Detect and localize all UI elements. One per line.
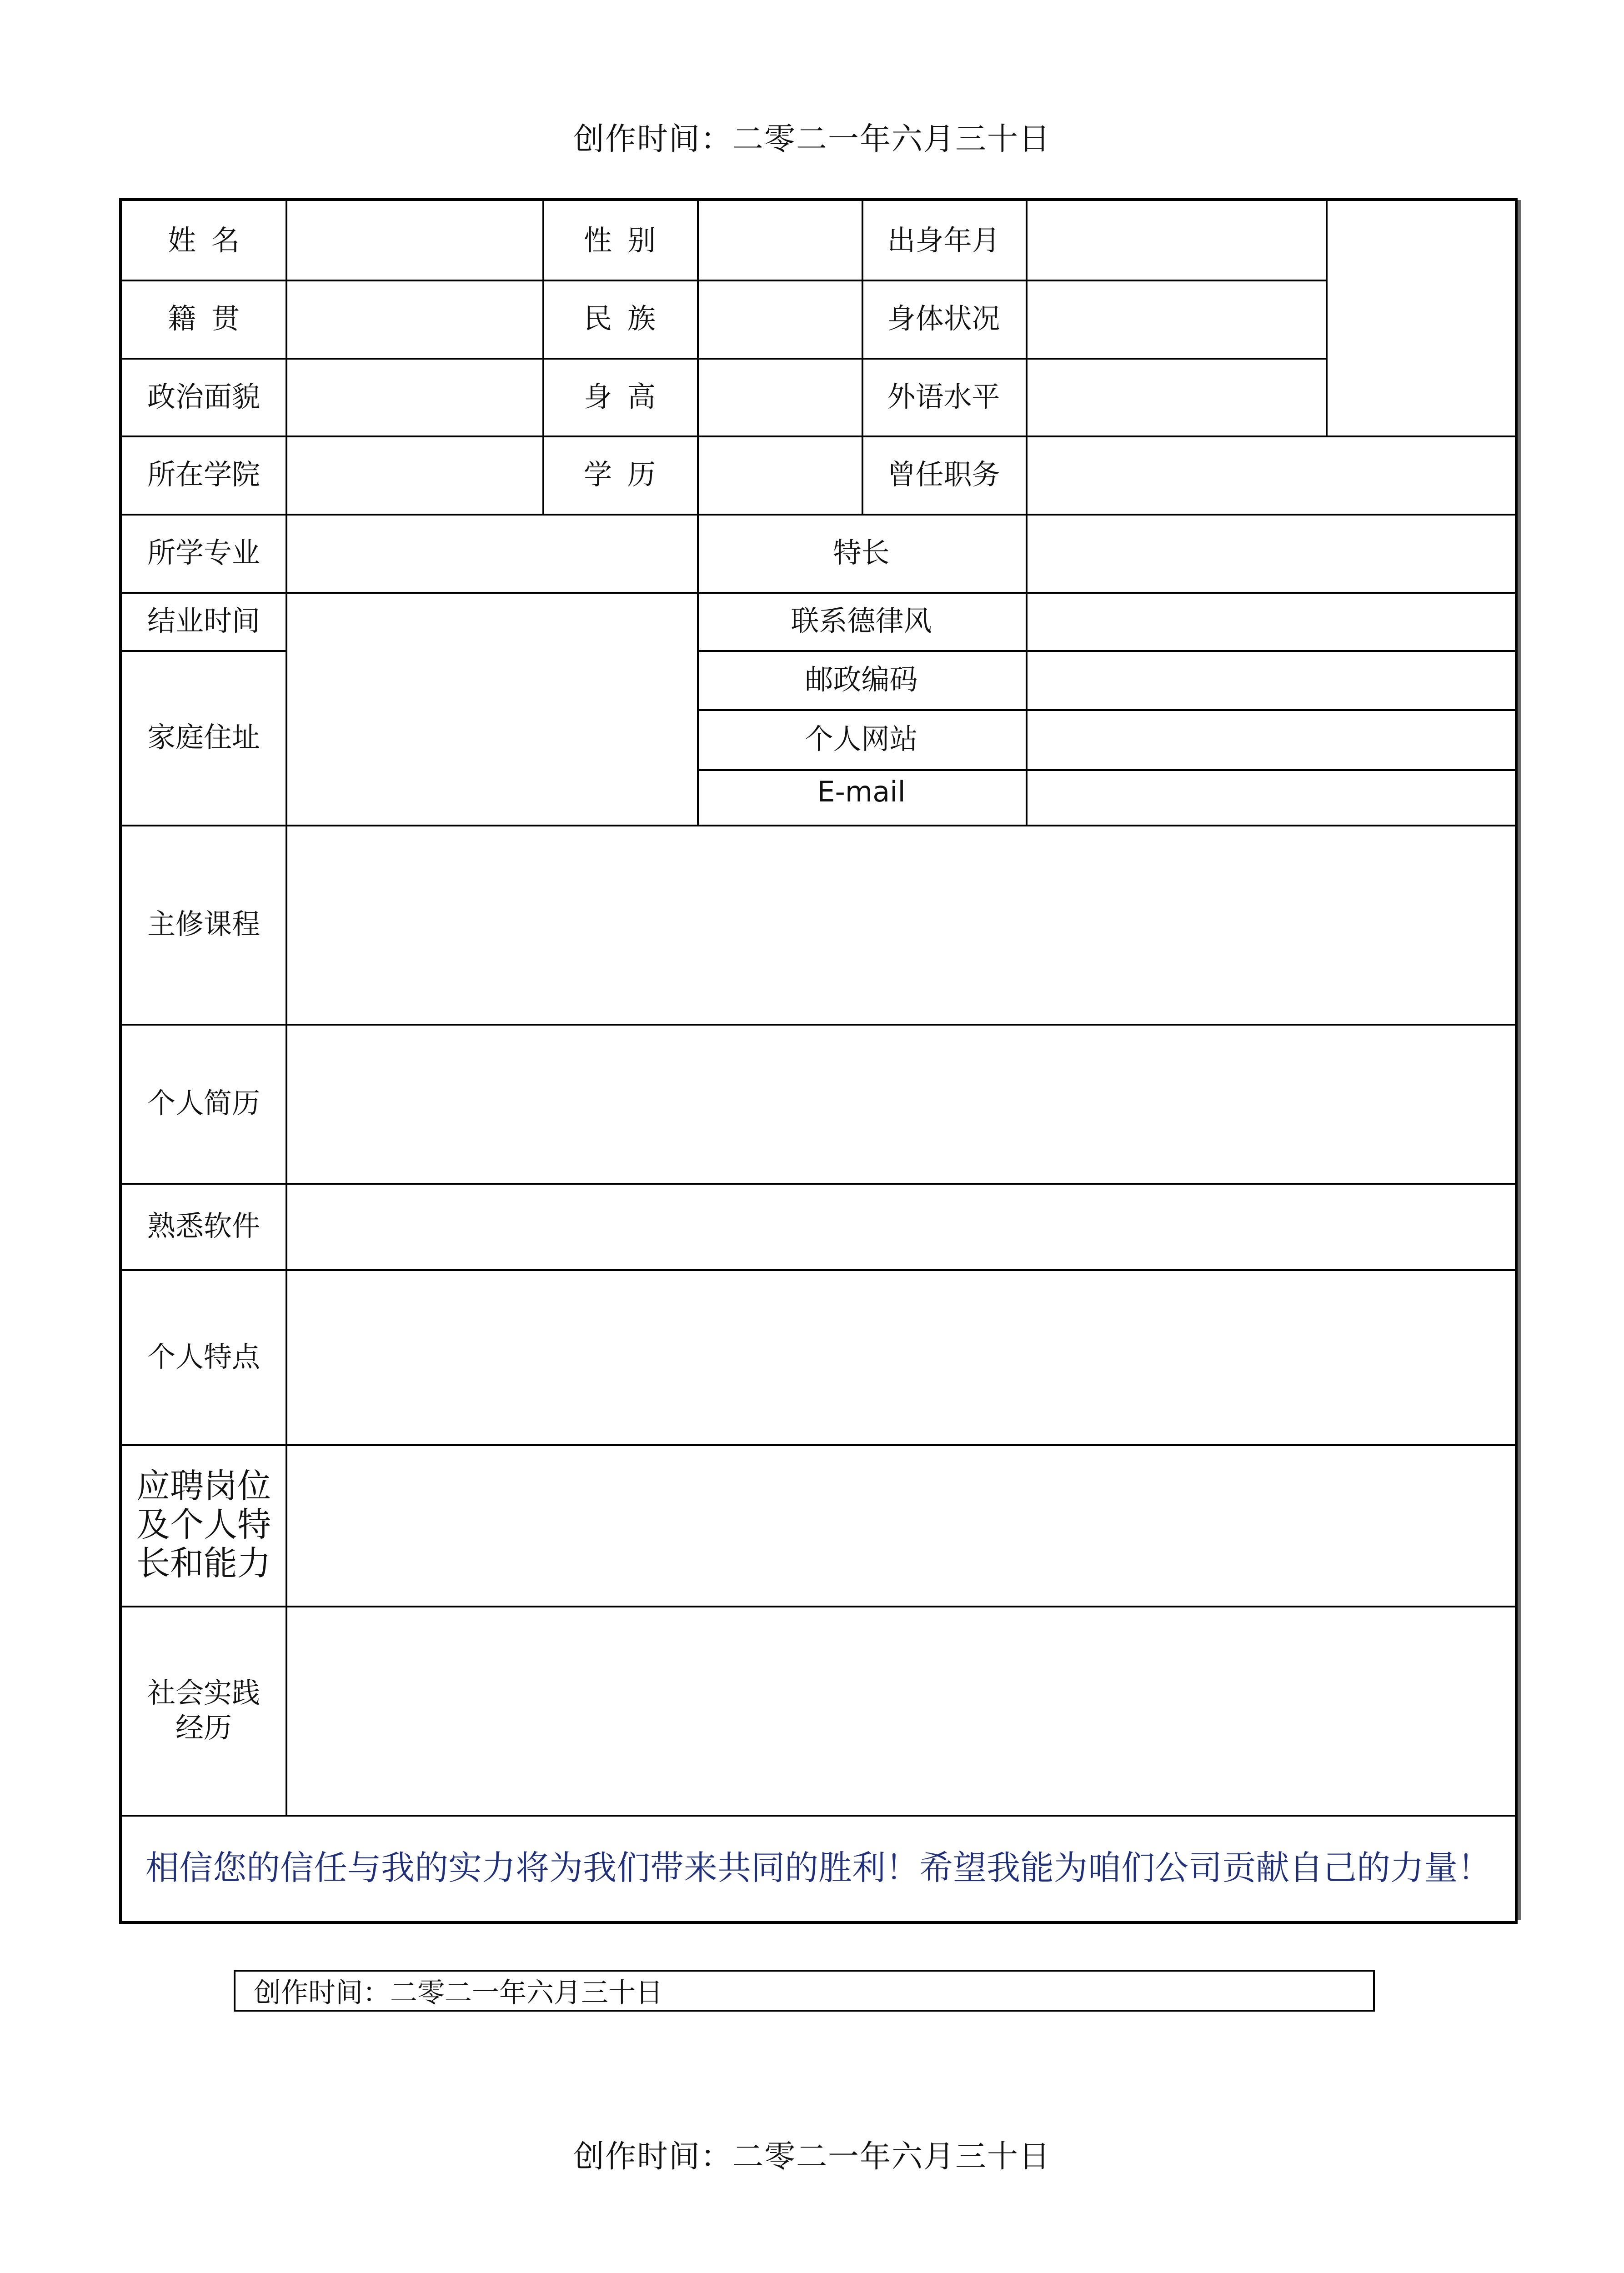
label-traits: 个人特点 (147, 1340, 260, 1373)
field-courses[interactable] (286, 825, 1515, 1024)
creation-time-header: 创作时间：二零二一年六月三十日 (573, 121, 1051, 157)
field-education[interactable] (697, 436, 862, 514)
field-software[interactable] (286, 1183, 1515, 1269)
label-former-position: 曾任职务 (887, 458, 1000, 491)
label-email: E-mail (817, 775, 906, 809)
field-position-skills[interactable] (286, 1444, 1515, 1606)
field-contact[interactable] (1026, 592, 1515, 650)
creation-time-box: 创作时间：二零二一年六月三十日 (234, 1970, 1375, 2012)
label-website: 个人网站 (805, 722, 918, 756)
label-position-skills: 应聘岗位及个人特长和能力 (136, 1466, 271, 1583)
field-social-practice[interactable] (286, 1606, 1515, 1815)
label-ethnicity: 民族 (583, 302, 672, 335)
label-gender: 性别 (583, 223, 672, 257)
label-education: 学历 (583, 458, 672, 491)
resume-form (119, 198, 1518, 1924)
label-birth: 出身年月 (887, 223, 1000, 257)
field-birth[interactable] (1026, 201, 1326, 280)
photo-area[interactable] (1326, 201, 1515, 436)
field-email[interactable] (1026, 769, 1515, 825)
field-gender[interactable] (697, 201, 862, 280)
field-website[interactable] (1026, 709, 1515, 769)
field-name[interactable] (286, 201, 542, 280)
field-home-address[interactable] (286, 650, 697, 825)
label-health: 身体状况 (887, 302, 1000, 335)
label-major: 所学专业 (147, 536, 260, 570)
label-contact: 联系德律风 (791, 604, 932, 638)
field-health[interactable] (1026, 280, 1326, 358)
label-home-address: 家庭住址 (147, 721, 260, 754)
field-graduation-time[interactable] (286, 592, 697, 650)
field-native-place[interactable] (286, 280, 542, 358)
field-political-status[interactable] (286, 358, 542, 436)
label-courses: 主修课程 (147, 907, 260, 941)
field-postal-code[interactable] (1026, 650, 1515, 709)
field-specialty[interactable] (1026, 514, 1515, 592)
field-resume[interactable] (286, 1024, 1515, 1183)
label-political-status: 政治面貌 (147, 380, 260, 413)
field-foreign-language[interactable] (1026, 358, 1326, 436)
field-major[interactable] (286, 514, 697, 592)
label-resume: 个人简历 (147, 1086, 260, 1120)
label-native-place: 籍贯 (167, 302, 256, 335)
label-postal-code: 邮政编码 (805, 663, 918, 696)
label-graduation-time: 结业时间 (147, 604, 260, 638)
field-height[interactable] (697, 358, 862, 436)
field-former-position[interactable] (1026, 436, 1515, 514)
creation-time-footer: 创作时间：二零二一年六月三十日 (573, 2139, 1051, 2175)
field-traits[interactable] (286, 1269, 1515, 1444)
label-specialty: 特长 (833, 536, 890, 570)
field-ethnicity[interactable] (697, 280, 862, 358)
label-social-practice: 社会实践经历 (147, 1676, 260, 1744)
label-foreign-language: 外语水平 (887, 380, 1000, 413)
label-software: 熟悉软件 (147, 1209, 260, 1243)
label-college: 所在学院 (147, 458, 260, 491)
closing-statement: 相信您的信任与我的实力将为我们带来共同的胜利！希望我能为咱们公司贡献自己的力量！ (145, 1848, 1491, 1887)
label-height: 身高 (583, 380, 672, 413)
field-college[interactable] (286, 436, 542, 514)
label-name: 姓名 (167, 223, 256, 257)
